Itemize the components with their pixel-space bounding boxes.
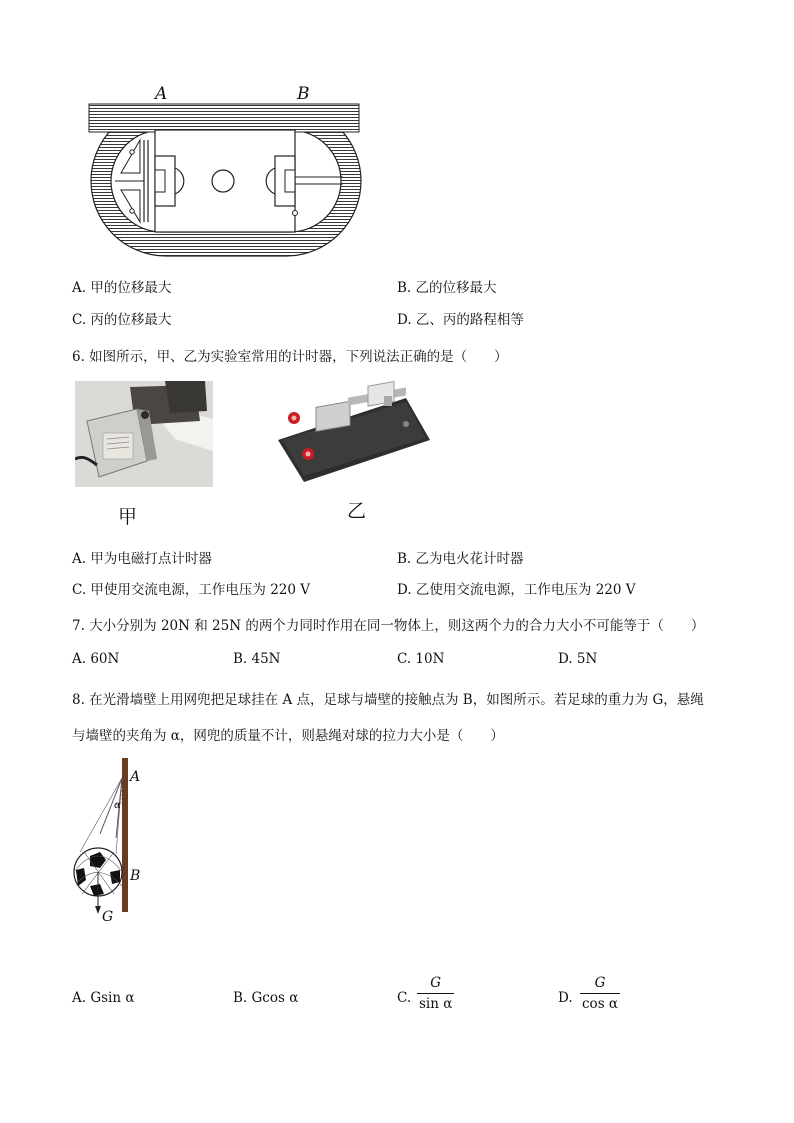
ball-wall-figure <box>70 756 150 931</box>
q7-option-d[interactable]: D. 5N <box>558 651 598 667</box>
q8-option-c[interactable] <box>397 975 517 1019</box>
q6-option-d[interactable]: D. 乙使用交流电源，工作电压为 220 V <box>397 582 636 598</box>
track-diagram <box>85 80 365 260</box>
timer-jia-photo <box>75 381 213 487</box>
track-figure <box>85 80 365 260</box>
timer-yi-photo <box>278 396 430 482</box>
point-b-label: B <box>297 84 310 104</box>
fraction-bar <box>580 993 620 994</box>
electromagnetic-timer-image <box>75 381 213 487</box>
fraction-numerator: G <box>430 975 442 991</box>
q6-option-c[interactable]: C. 甲使用交流电源，工作电压为 220 V <box>72 582 311 598</box>
q7-stem: 7. 大小分别为 20N 和 25N 的两个力同时作用在同一物体上，则这两个力的合力大小不可能等于（ ） <box>72 618 705 634</box>
caption-jia: 甲 <box>118 506 138 528</box>
fraction-denominator: sin α <box>419 996 453 1012</box>
q5-option-a[interactable]: A. 甲的位移最大 <box>72 280 172 296</box>
q5-option-b[interactable]: B. 乙的位移最大 <box>397 280 497 296</box>
q8-option-d[interactable] <box>558 975 678 1019</box>
point-a-label: A <box>155 84 168 104</box>
option-c-letter: C. <box>397 990 412 1006</box>
q8-stem-line1: 8. 在光滑墙壁上用网兜把足球挂在 A 点，足球与墙壁的接触点为 B，如图所示。若足球的重力为 G，悬绳 <box>72 692 704 708</box>
caption-yi: 乙 <box>347 500 367 522</box>
q7-option-c[interactable]: C. 10N <box>397 651 445 667</box>
option-d-letter: D. <box>558 990 573 1006</box>
q6-option-b[interactable]: B. 乙为电火花计时器 <box>397 551 524 567</box>
q8-stem-line2: 与墙壁的夹角为 α，网兜的质量不计，则悬绳对球的拉力大小是（ ） <box>72 728 504 744</box>
q5-option-c[interactable]: C. 丙的位移最大 <box>72 312 172 328</box>
fraction-bar <box>417 993 454 994</box>
point-a-label: A <box>130 769 141 785</box>
spark-timer-image <box>278 396 430 482</box>
q7-option-b[interactable]: B. 45N <box>233 651 281 667</box>
gravity-g-label: G <box>102 909 114 925</box>
option-c-fraction <box>417 975 454 1012</box>
fraction-numerator: G <box>594 975 606 991</box>
q6-option-a[interactable]: A. 甲为电磁打点计时器 <box>72 551 212 567</box>
q6-stem: 6. 如图所示，甲、乙为实验室常用的计时器，下列说法正确的是（ ） <box>72 349 508 365</box>
q8-option-a[interactable]: A. Gsin α <box>72 990 135 1006</box>
q7-option-a[interactable]: A. 60N <box>72 651 120 667</box>
alpha-label: α <box>114 800 121 811</box>
q8-option-b[interactable]: B. Gcos α <box>233 990 299 1006</box>
option-d-fraction <box>580 975 620 1012</box>
fraction-denominator: cos α <box>582 996 619 1012</box>
point-b-label: B <box>130 868 141 884</box>
q5-option-d[interactable]: D. 乙、丙的路程相等 <box>397 312 524 328</box>
